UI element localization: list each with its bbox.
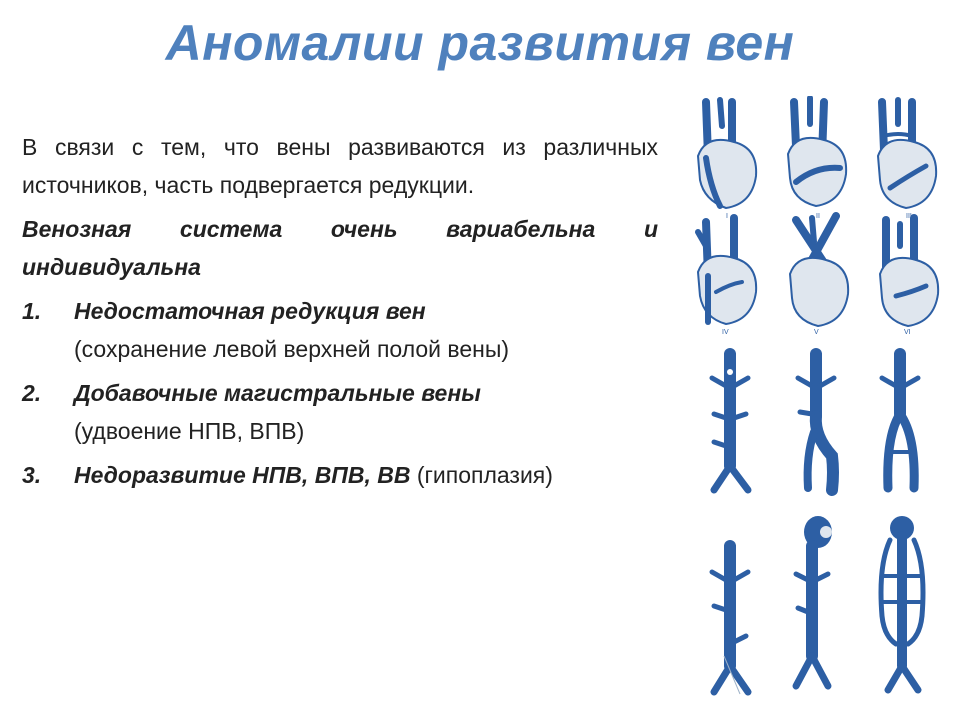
list-number: 3. (22, 462, 42, 488)
intro-paragraph: В связи с тем, что вены развиваются из различных источников, часть подвергается редукции. (22, 134, 658, 198)
list-item (22, 456, 658, 494)
list-item-note: (гипоплазия) (416, 462, 553, 488)
list-item-note: (сохранение левой верхней полой вены) (74, 336, 510, 362)
slide-title: Аномалии развития вен (165, 15, 795, 71)
vena-cava-diagram-2 (798, 354, 834, 490)
vein-anomalies-figure (686, 96, 948, 700)
panel-label: V (814, 329, 819, 336)
vena-cava-diagram-4 (712, 546, 748, 694)
list-number: 1. (22, 298, 42, 324)
vena-cava-diagram-6 (881, 516, 923, 690)
list-item (22, 292, 658, 368)
heart-diagram-3 (878, 100, 936, 220)
list-item-bold: Недоразвитие НПВ, ВПВ, ВВ (74, 462, 411, 488)
panel-label: III (906, 213, 912, 220)
heart-diagram-5 (790, 216, 848, 336)
panel-label: I (726, 213, 728, 220)
vena-cava-diagram-5 (796, 516, 832, 686)
panel-label: II (816, 213, 820, 220)
vena-cava-diagram-1 (712, 354, 748, 490)
vein-diagrams (686, 96, 948, 700)
list-item (22, 374, 658, 450)
list-number: 2. (22, 380, 42, 406)
heart-diagram-6 (880, 218, 938, 336)
list-item-bold: Недостаточная редукция вен (74, 298, 426, 324)
vena-cava-diagram-3 (882, 354, 918, 488)
panel-label: IV (722, 329, 729, 336)
list-item-bold: Добавочные магистральные вены (74, 380, 481, 406)
anomaly-list (22, 292, 658, 494)
panel-label: VI (904, 329, 911, 336)
heart-diagram-1 (698, 100, 756, 220)
list-item-note: (удвоение НПВ, ВПВ) (74, 418, 305, 444)
slide-body (22, 128, 658, 500)
heart-diagram-4 (698, 218, 756, 336)
highlight-paragraph: Венозная система очень вариабельна и индивидуальна (22, 216, 658, 280)
heart-diagram-2 (788, 98, 846, 220)
